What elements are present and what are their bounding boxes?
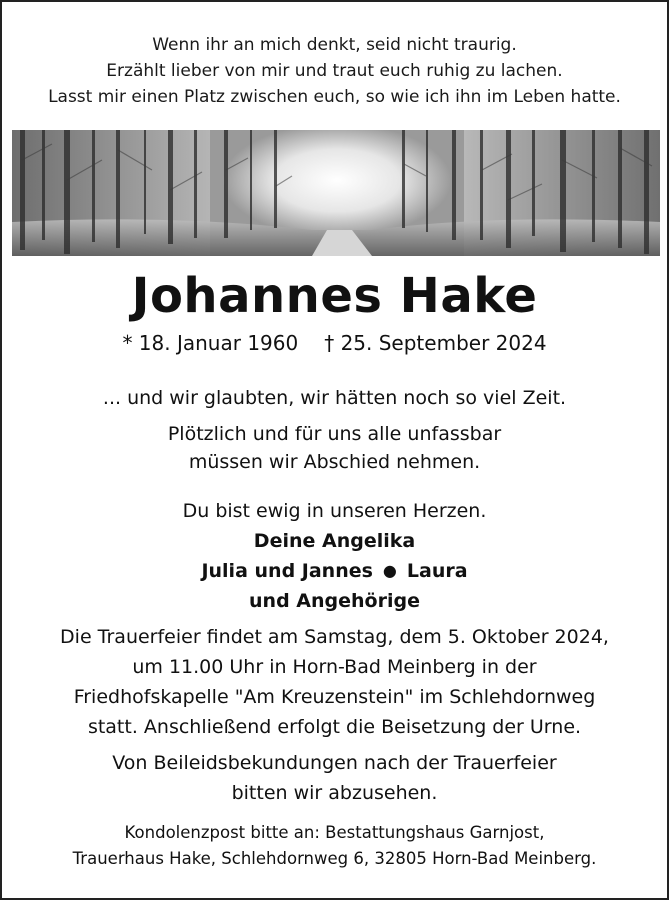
- funeral-line: statt. Anschließend erfolgt die Beisetzung der Urne.: [87, 716, 582, 738]
- motto-verse: [2, 32, 667, 110]
- message-line: müssen wir Abschied nehmen.: [188, 451, 481, 473]
- mourner-relatives: und Angehörige: [249, 590, 420, 612]
- contact-info: [2, 820, 667, 872]
- mourners-block: [2, 496, 667, 616]
- motto-line: Lasst mir einen Platz zwischen euch, so wie ich ihn im Leben hatte.: [48, 87, 621, 107]
- message-line: Plötzlich und für uns alle unfassbar: [167, 423, 502, 445]
- contact-line: Kondolenzpost bitte an: Bestattungshaus Garnjost,: [124, 823, 545, 842]
- request-line: bitten wir abzusehen.: [231, 782, 438, 804]
- contact-line: Trauerhaus Hake, Schlehdornweg 6, 32805 Horn-Bad Meinberg.: [72, 849, 597, 868]
- funeral-line: um 11.00 Uhr in Horn-Bad Meinberg in der: [132, 656, 537, 678]
- death-date: † 25. September 2024: [324, 331, 547, 355]
- deceased-name: Johannes Hake: [131, 268, 538, 324]
- motto-line: Erzählt lieber von mir und traut euch ruhig zu lachen.: [106, 61, 563, 81]
- request-line: Von Beileidsbekundungen nach der Trauerfeier: [112, 752, 557, 774]
- child-name: Laura: [406, 560, 468, 582]
- mourner-children: [2, 556, 667, 586]
- farewell-message: [2, 384, 667, 476]
- motto-line: Wenn ihr an mich denkt, seid nicht traurig.: [152, 35, 517, 55]
- funeral-details: [2, 622, 667, 808]
- forest-path-image: [12, 130, 660, 256]
- mourners-intro: Du bist ewig in unseren Herzen.: [182, 500, 487, 522]
- funeral-line: Friedhofskapelle "Am Kreuzenstein" im Schlehdornweg: [73, 686, 596, 708]
- funeral-line: Die Trauerfeier findet am Samstag, dem 5. Oktober 2024,: [60, 626, 609, 648]
- life-dates: [2, 328, 667, 358]
- mourner-spouse: Deine Angelika: [253, 530, 416, 552]
- bullet-dot-icon: ●: [382, 561, 397, 580]
- birth-date: * 18. Januar 1960: [122, 331, 299, 355]
- message-line: ... und wir glaubten, wir hätten noch so viel Zeit.: [102, 387, 567, 409]
- children-names: Julia und Jannes: [201, 560, 373, 582]
